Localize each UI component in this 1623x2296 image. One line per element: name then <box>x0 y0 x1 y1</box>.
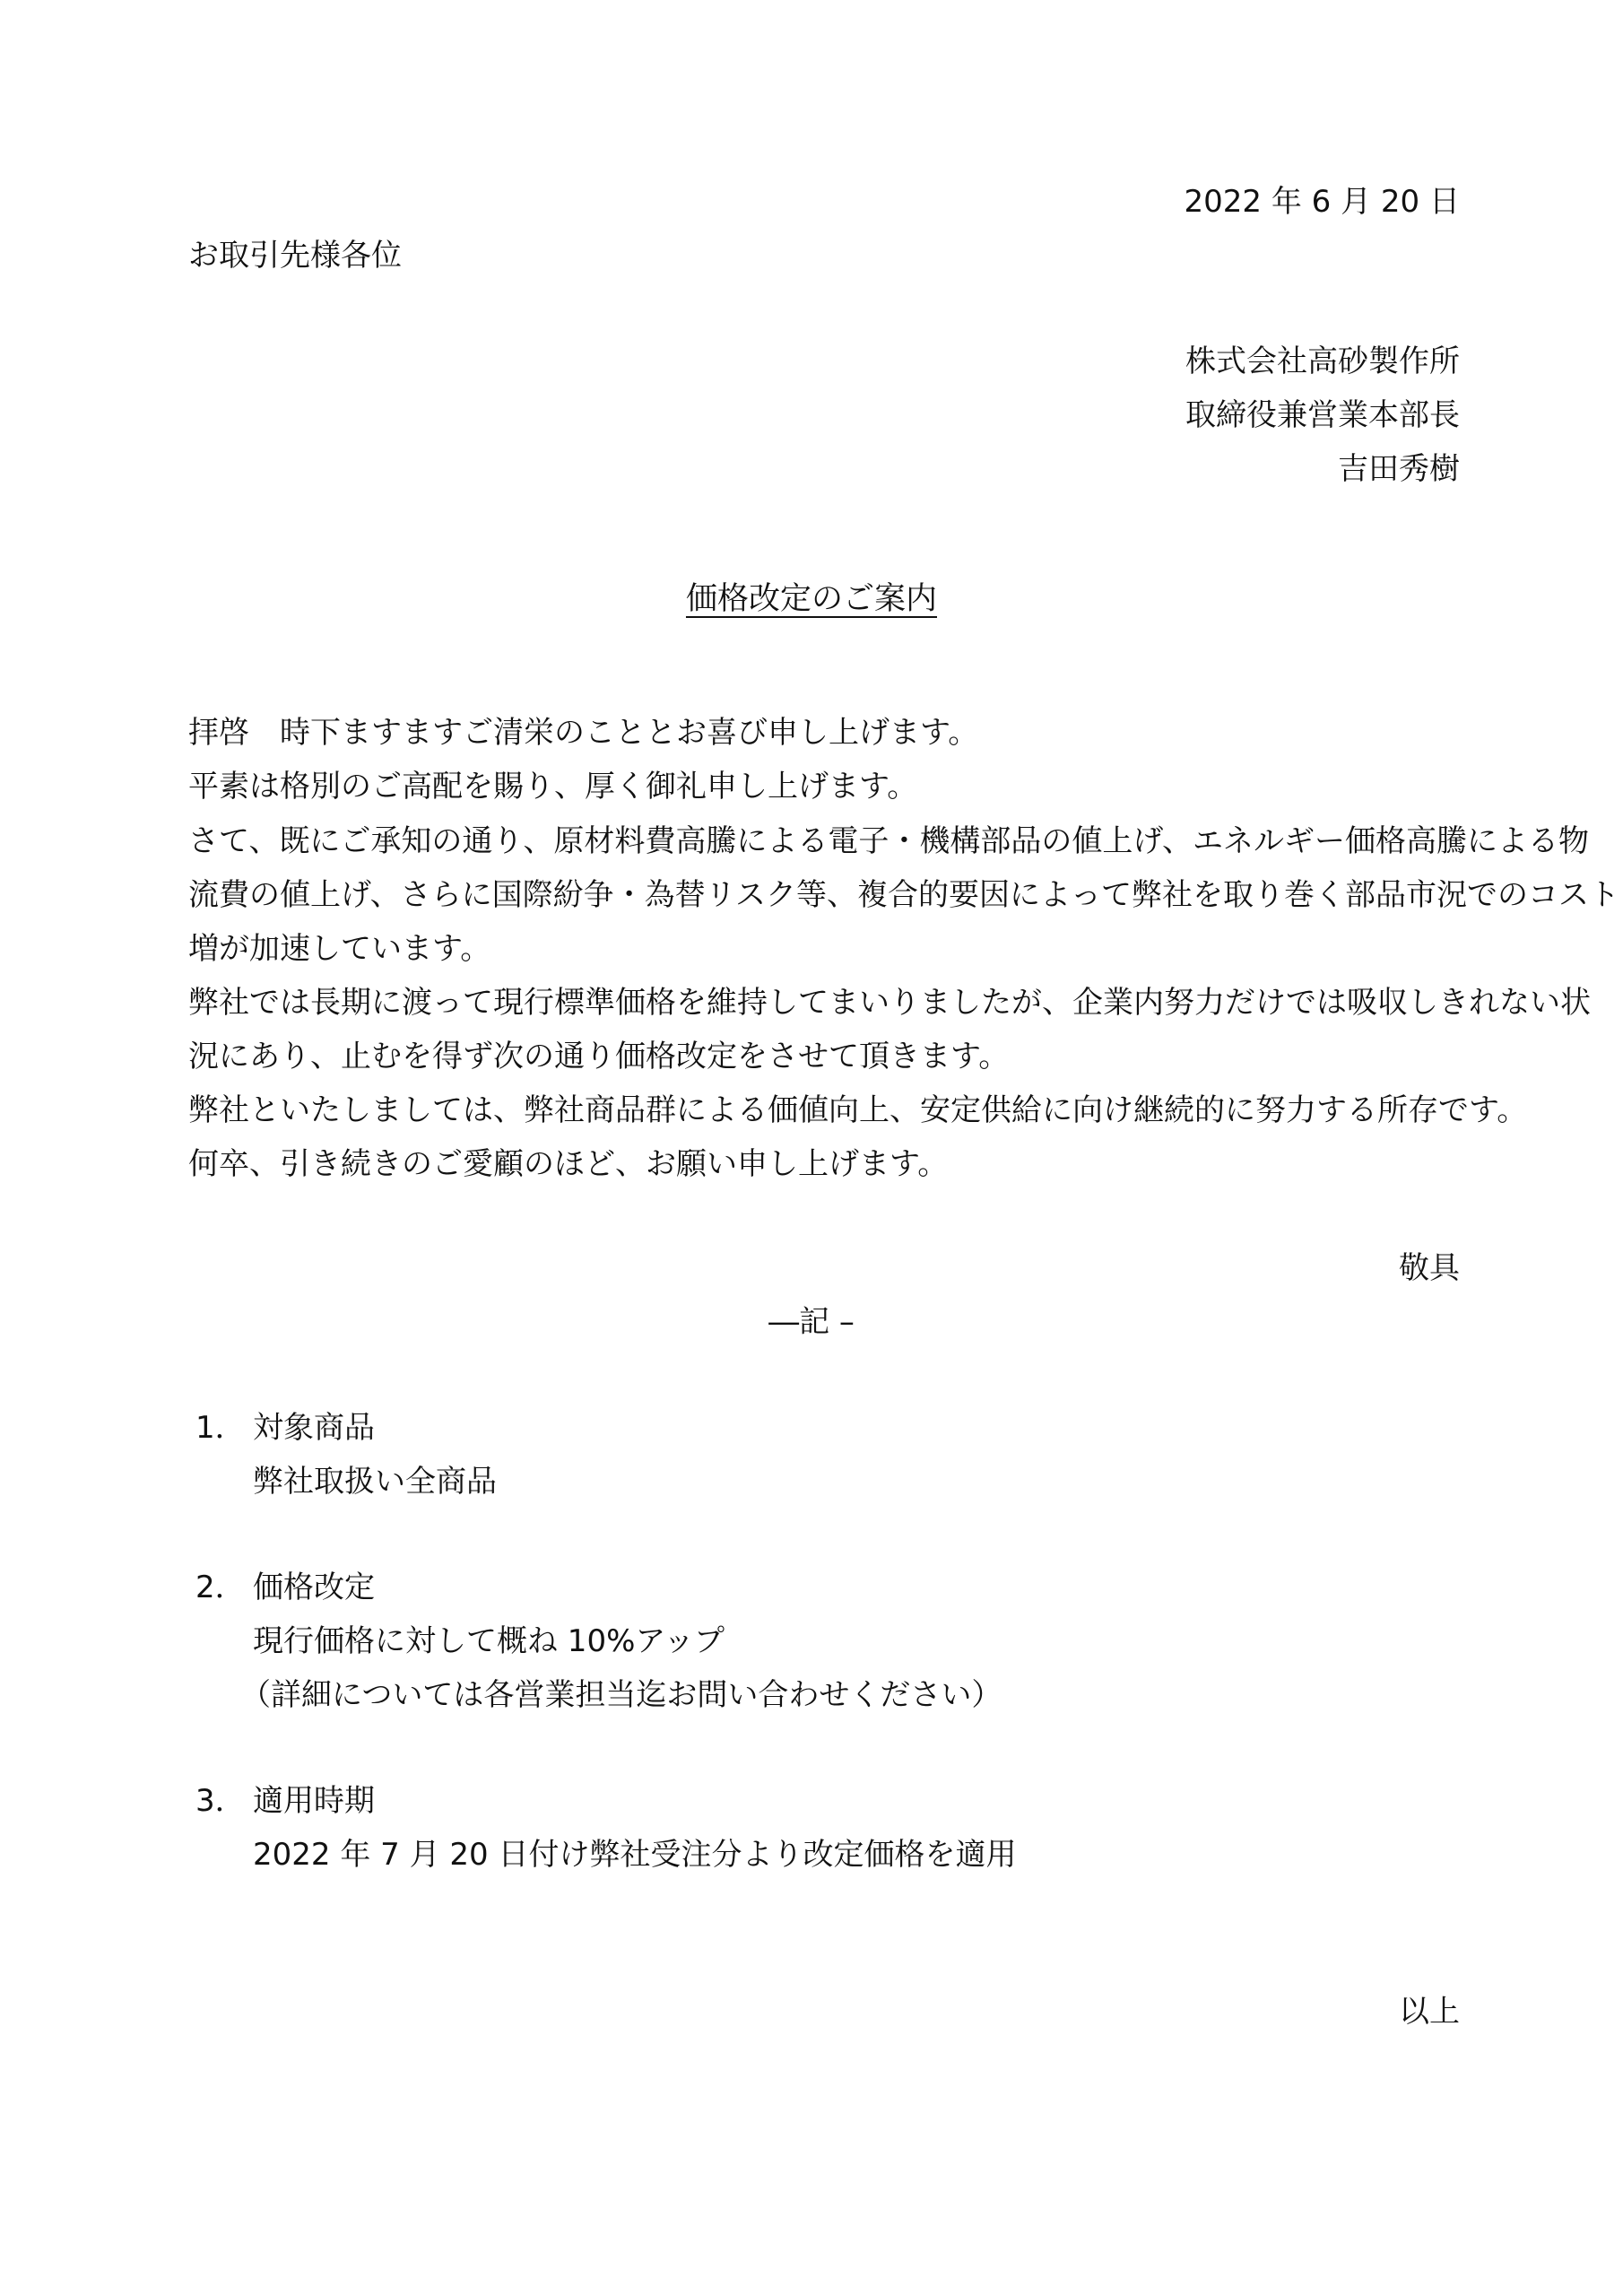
section-heading: 適用時期 <box>253 1783 375 1819</box>
ki-marker: ―記 – <box>768 1304 855 1340</box>
section-number: 2． <box>195 1570 246 1605</box>
document-date: 2022 年 6 月 20 日 <box>1184 184 1460 220</box>
sender-company: 株式会社高砂製作所 <box>1185 344 1460 379</box>
sender-position: 取締役兼営業本部長 <box>1185 397 1460 433</box>
section-line: 弊社取扱い全商品 <box>253 1464 497 1500</box>
document-title-wrap <box>0 581 1623 617</box>
body-line: 拝啓 時下ますますご清栄のこととお喜び申し上げます。 <box>188 715 979 751</box>
section-heading: 対象商品 <box>253 1410 375 1446</box>
section-line: 2022 年 7 月 20 日付け弊社受注分より改定価格を適用 <box>253 1837 1017 1873</box>
addressee: お取引先様各位 <box>188 238 402 274</box>
section-number: 1． <box>195 1410 246 1446</box>
section-heading: 価格改定 <box>253 1570 375 1605</box>
body-line: 何卒、引き続きのご愛顧のほど、お願い申し上げます。 <box>188 1146 949 1182</box>
body-line: 況にあり、止むを得ず次の通り価格改定をさせて頂きます。 <box>188 1039 1010 1074</box>
closing-keigu: 敬具 <box>1399 1250 1460 1286</box>
closing-ijou: 以上 <box>1399 1994 1460 2030</box>
body-line: さて、既にご承知の通り、原材料費高騰による電子・機構部品の値上げ、エネルギー価格高騰による物 <box>188 823 1589 859</box>
body-line: 増が加速しています。 <box>188 931 491 967</box>
section-line: 現行価格に対して概ね 10%アップ <box>253 1623 725 1659</box>
section-number: 3． <box>195 1783 246 1819</box>
body-line: 流費の値上げ、さらに国際紛争・為替リスク等、複合的要因によって弊社を取り巻く部品市況でのコスト <box>188 877 1619 913</box>
body-line: 弊社では長期に渡って現行標準価格を維持してまいりましたが、企業内努力だけでは吸収しきれない状 <box>188 985 1591 1021</box>
sender-name: 吉田秀樹 <box>1338 451 1460 487</box>
body-line: 弊社といたしましては、弊社商品群による価値向上、安定供給に向け継続的に努力する所存です。 <box>188 1092 1528 1128</box>
body-line: 平素は格別のご高配を賜り、厚く御礼申し上げます。 <box>188 769 918 804</box>
document-title: 価格改定のご案内 <box>685 581 937 617</box>
section-line: （詳細については各営業担当迄お問い合わせください） <box>240 1677 1002 1713</box>
